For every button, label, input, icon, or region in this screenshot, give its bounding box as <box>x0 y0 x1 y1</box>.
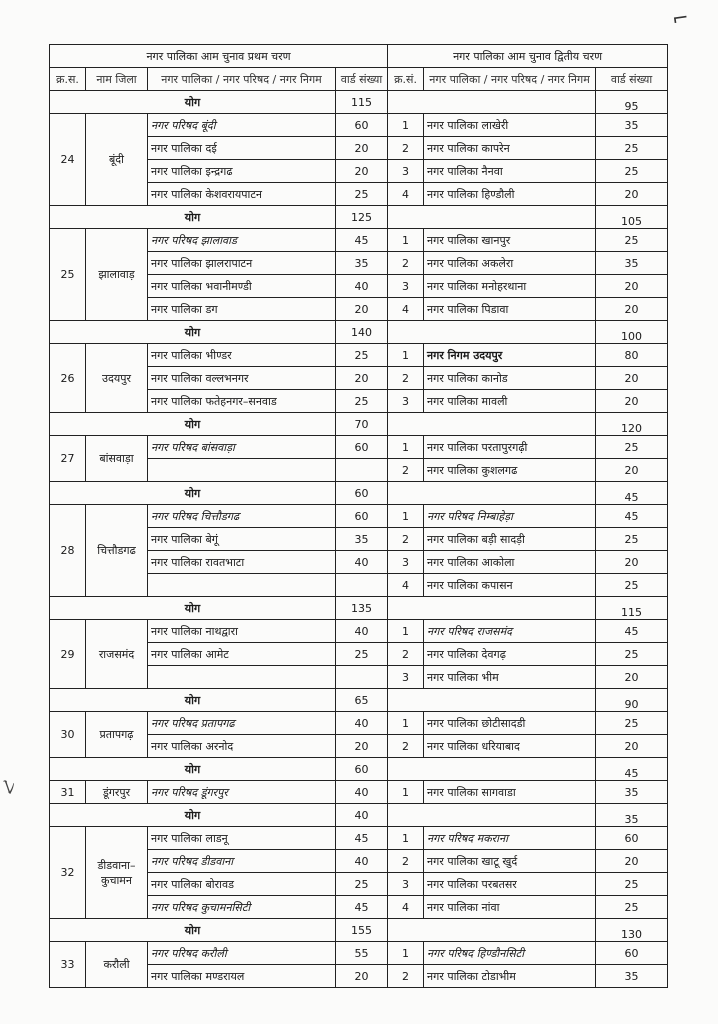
body-name-phase1: नगर पालिका झालरापाटन <box>148 252 336 275</box>
wards-phase2: 20 <box>596 666 668 689</box>
phase2-title: नगर पालिका आम चुनाव द्वितीय चरण <box>388 45 668 68</box>
body-name-phase1: नगर परिषद प्रतापगढ <box>148 712 336 735</box>
body-name-phase1: नगर परिषद बूंदी <box>148 114 336 137</box>
body-name-phase2: नगर पालिका छोटीसादडी <box>424 712 596 735</box>
body-name-phase2: नगर पालिका कपासन <box>424 574 596 597</box>
body-name-phase1: नगर पालिका मण्डरायल <box>148 965 336 988</box>
yog-label: योग <box>50 804 336 827</box>
body-name-phase1: नगर परिषद बांसवाड़ा <box>148 436 336 459</box>
sno-phase2: 3 <box>388 160 424 183</box>
wards-phase2: 35 <box>596 114 668 137</box>
yog-total-phase2: 115 <box>596 597 668 620</box>
yog-blank <box>388 689 596 712</box>
wards-phase2: 60 <box>596 827 668 850</box>
sno-phase2: 1 <box>388 436 424 459</box>
yog-row <box>50 597 668 620</box>
district-name: झालावाड़ <box>86 229 148 321</box>
wards-phase1: 40 <box>336 551 388 574</box>
wards-phase1: 20 <box>336 367 388 390</box>
wards-phase2: 25 <box>596 873 668 896</box>
col-wards-2: वार्ड संख्या <box>596 68 668 91</box>
sno-phase2: 2 <box>388 643 424 666</box>
yog-label: योग <box>50 758 336 781</box>
wards-phase2: 25 <box>596 137 668 160</box>
yog-blank <box>388 482 596 505</box>
sno-phase2: 1 <box>388 505 424 528</box>
sno-phase2: 1 <box>388 344 424 367</box>
body-name-phase2: नगर पालिका कापरेन <box>424 137 596 160</box>
wards-phase2: 45 <box>596 505 668 528</box>
body-name-phase1: नगर परिषद डीडवाना <box>148 850 336 873</box>
district-sno: 25 <box>50 229 86 321</box>
district-sno: 28 <box>50 505 86 597</box>
sno-phase2: 2 <box>388 965 424 988</box>
col-wards: वार्ड संख्या <box>336 68 388 91</box>
body-name-phase1 <box>148 666 336 689</box>
wards-phase2: 20 <box>596 183 668 206</box>
wards-phase2: 20 <box>596 459 668 482</box>
wards-phase1: 25 <box>336 344 388 367</box>
district-name: डीडवाना–कुचामन <box>86 827 148 919</box>
yog-total-phase1: 115 <box>336 91 388 114</box>
sno-phase2: 2 <box>388 850 424 873</box>
yog-row <box>50 91 668 114</box>
sno-phase2: 2 <box>388 252 424 275</box>
yog-total-phase2: 130 <box>596 919 668 942</box>
yog-total-phase2: 90 <box>596 689 668 712</box>
yog-total-phase2: 95 <box>596 91 668 114</box>
col-body: नगर पालिका / नगर परिषद / नगर निगम <box>148 68 336 91</box>
body-name-phase2: नगर पालिका मावली <box>424 390 596 413</box>
table-row <box>50 827 668 850</box>
wards-phase2: 20 <box>596 735 668 758</box>
body-name-phase1: नगर पालिका नाथद्वारा <box>148 620 336 643</box>
wards-phase1: 35 <box>336 252 388 275</box>
yog-row <box>50 758 668 781</box>
wards-phase1: 40 <box>336 712 388 735</box>
wards-phase1: 40 <box>336 781 388 804</box>
body-name-phase1: नगर परिषद कुचामनसिटी <box>148 896 336 919</box>
body-name-phase2: नगर पालिका पिडावा <box>424 298 596 321</box>
yog-label: योग <box>50 91 336 114</box>
body-name-phase2: नगर पालिका सागवाडा <box>424 781 596 804</box>
wards-phase2: 20 <box>596 275 668 298</box>
body-name-phase1: नगर पालिका इन्द्रगढ <box>148 160 336 183</box>
sno-phase2: 2 <box>388 367 424 390</box>
wards-phase2: 60 <box>596 942 668 965</box>
table-row <box>50 229 668 252</box>
yog-label: योग <box>50 919 336 942</box>
table-row <box>50 505 668 528</box>
district-name: बांसवाड़ा <box>86 436 148 482</box>
body-name-phase2: नगर परिषद निम्बाहेड़ा <box>424 505 596 528</box>
wards-phase1 <box>336 666 388 689</box>
yog-blank <box>388 758 596 781</box>
yog-row <box>50 919 668 942</box>
col-district: नाम जिला <box>86 68 148 91</box>
yog-total-phase1: 60 <box>336 482 388 505</box>
district-name: चित्तौडगढ <box>86 505 148 597</box>
yog-row <box>50 482 668 505</box>
district-name: डूंगरपुर <box>86 781 148 804</box>
body-name-phase2: नगर पालिका धरियाबाद <box>424 735 596 758</box>
yog-total-phase1: 65 <box>336 689 388 712</box>
body-name-phase2: नगर पालिका परतापुरगढ़ी <box>424 436 596 459</box>
wards-phase2: 25 <box>596 528 668 551</box>
wards-phase2: 25 <box>596 160 668 183</box>
wards-phase1: 20 <box>336 160 388 183</box>
yog-label: योग <box>50 689 336 712</box>
wards-phase1: 55 <box>336 942 388 965</box>
sno-phase2: 3 <box>388 275 424 298</box>
yog-total-phase1: 135 <box>336 597 388 620</box>
election-wards-table <box>49 44 668 988</box>
wards-phase2: 45 <box>596 620 668 643</box>
body-name-phase1 <box>148 574 336 597</box>
body-name-phase2: नगर पालिका भीम <box>424 666 596 689</box>
body-name-phase1: नगर पालिका आमेट <box>148 643 336 666</box>
sno-phase2: 2 <box>388 137 424 160</box>
wards-phase1: 45 <box>336 229 388 252</box>
wards-phase1: 45 <box>336 827 388 850</box>
wards-phase1: 20 <box>336 735 388 758</box>
body-name-phase1: नगर पालिका बोरावड <box>148 873 336 896</box>
wards-phase1: 25 <box>336 390 388 413</box>
body-name-phase2: नगर निगम उदयपुर <box>424 344 596 367</box>
sno-phase2: 3 <box>388 666 424 689</box>
table-row <box>50 712 668 735</box>
wards-phase1 <box>336 459 388 482</box>
wards-phase2: 20 <box>596 850 668 873</box>
body-name-phase2: नगर परिषद राजसमंद <box>424 620 596 643</box>
wards-phase2: 35 <box>596 252 668 275</box>
wards-phase1: 25 <box>336 873 388 896</box>
body-name-phase2: नगर परिषद हिण्डौनसिटी <box>424 942 596 965</box>
sno-phase2: 1 <box>388 781 424 804</box>
yog-row <box>50 206 668 229</box>
body-name-phase2: नगर पालिका हिण्डौली <box>424 183 596 206</box>
table-row <box>50 781 668 804</box>
body-name-phase2: नगर पालिका मनोहरथाना <box>424 275 596 298</box>
wards-phase1: 60 <box>336 436 388 459</box>
district-sno: 30 <box>50 712 86 758</box>
body-name-phase2: नगर पालिका बड़ी सादड़ी <box>424 528 596 551</box>
body-name-phase1: नगर पालिका केशवरायपाटन <box>148 183 336 206</box>
body-name-phase1: नगर पालिका भीण्डर <box>148 344 336 367</box>
wards-phase2: 25 <box>596 643 668 666</box>
wards-phase2: 25 <box>596 574 668 597</box>
body-name-phase2: नगर पालिका आकोला <box>424 551 596 574</box>
body-name-phase2: नगर पालिका देवगढ़ <box>424 643 596 666</box>
sno-phase2: 1 <box>388 114 424 137</box>
wards-phase1: 40 <box>336 275 388 298</box>
body-name-phase1: नगर पालिका डग <box>148 298 336 321</box>
body-name-phase1: नगर पालिका भवानीमण्डी <box>148 275 336 298</box>
body-name-phase2: नगर पालिका नैनवा <box>424 160 596 183</box>
yog-total-phase2: 105 <box>596 206 668 229</box>
wards-phase1: 20 <box>336 298 388 321</box>
col-body-2: नगर पालिका / नगर परिषद / नगर निगम <box>424 68 596 91</box>
body-name-phase1 <box>148 459 336 482</box>
sno-phase2: 1 <box>388 942 424 965</box>
yog-total-phase2: 45 <box>596 482 668 505</box>
wards-phase1: 25 <box>336 183 388 206</box>
wards-phase2: 20 <box>596 551 668 574</box>
yog-row <box>50 413 668 436</box>
wards-phase2: 35 <box>596 965 668 988</box>
wards-phase2: 20 <box>596 298 668 321</box>
wards-phase1: 20 <box>336 137 388 160</box>
sno-phase2: 3 <box>388 551 424 574</box>
district-sno: 26 <box>50 344 86 413</box>
body-name-phase1: नगर परिषद चित्तौडगढ <box>148 505 336 528</box>
table-row <box>50 620 668 643</box>
body-name-phase1: नगर पालिका फतेहनगर–सनवाड <box>148 390 336 413</box>
wards-phase2: 25 <box>596 896 668 919</box>
sno-phase2: 1 <box>388 827 424 850</box>
body-name-phase2: नगर पालिका लाखेरी <box>424 114 596 137</box>
wards-phase1: 40 <box>336 620 388 643</box>
yog-row <box>50 804 668 827</box>
yog-label: योग <box>50 597 336 620</box>
body-name-phase1: नगर परिषद झालावाड <box>148 229 336 252</box>
wards-phase2: 25 <box>596 436 668 459</box>
yog-blank <box>388 597 596 620</box>
yog-total-phase1: 70 <box>336 413 388 436</box>
body-name-phase2: नगर पालिका परबतसर <box>424 873 596 896</box>
district-name: राजसमंद <box>86 620 148 689</box>
body-name-phase2: नगर पालिका कानोड <box>424 367 596 390</box>
district-sno: 33 <box>50 942 86 988</box>
wards-phase2: 20 <box>596 390 668 413</box>
col-sno: क्र.स. <box>50 68 86 91</box>
district-name: उदयपुर <box>86 344 148 413</box>
yog-total-phase1: 140 <box>336 321 388 344</box>
table-row <box>50 942 668 965</box>
district-name: करौली <box>86 942 148 988</box>
yog-blank <box>388 413 596 436</box>
sno-phase2: 2 <box>388 459 424 482</box>
margin-pen-mark: ﾚ <box>0 773 20 802</box>
wards-phase1: 25 <box>336 643 388 666</box>
wards-phase1: 45 <box>336 896 388 919</box>
yog-blank <box>388 206 596 229</box>
sno-phase2: 3 <box>388 390 424 413</box>
table-row <box>50 436 668 459</box>
yog-blank <box>388 919 596 942</box>
wards-phase2: 80 <box>596 344 668 367</box>
wards-phase2: 25 <box>596 712 668 735</box>
wards-phase1 <box>336 574 388 597</box>
sno-phase2: 2 <box>388 528 424 551</box>
body-name-phase2: नगर पालिका खाटू खुर्द <box>424 850 596 873</box>
district-sno: 31 <box>50 781 86 804</box>
district-name: बूंदी <box>86 114 148 206</box>
yog-total-phase2: 35 <box>596 804 668 827</box>
yog-row <box>50 321 668 344</box>
col-sno-2: क्र.सं. <box>388 68 424 91</box>
sno-phase2: 1 <box>388 229 424 252</box>
district-sno: 29 <box>50 620 86 689</box>
sno-phase2: 4 <box>388 896 424 919</box>
yog-total-phase2: 100 <box>596 321 668 344</box>
yog-total-phase2: 120 <box>596 413 668 436</box>
body-name-phase1: नगर पालिका लाडनू <box>148 827 336 850</box>
phase1-title: नगर पालिका आम चुनाव प्रथम चरण <box>50 45 388 68</box>
yog-label: योग <box>50 413 336 436</box>
yog-total-phase1: 60 <box>336 758 388 781</box>
body-name-phase1: नगर पालिका बेगूं <box>148 528 336 551</box>
body-name-phase1: नगर परिषद डूंगरपुर <box>148 781 336 804</box>
body-name-phase2: नगर पालिका अकलेरा <box>424 252 596 275</box>
body-name-phase2: नगर पालिका नांवा <box>424 896 596 919</box>
wards-phase2: 20 <box>596 367 668 390</box>
body-name-phase1: नगर पालिका रावतभाटा <box>148 551 336 574</box>
yog-total-phase2: 45 <box>596 758 668 781</box>
table-row <box>50 114 668 137</box>
sno-phase2: 3 <box>388 873 424 896</box>
district-name: प्रतापगढ़ <box>86 712 148 758</box>
yog-label: योग <box>50 482 336 505</box>
district-sno: 32 <box>50 827 86 919</box>
body-name-phase1: नगर पालिका दई <box>148 137 336 160</box>
sno-phase2: 4 <box>388 298 424 321</box>
yog-total-phase1: 125 <box>336 206 388 229</box>
body-name-phase1: नगर परिषद करौली <box>148 942 336 965</box>
sno-phase2: 1 <box>388 712 424 735</box>
district-sno: 27 <box>50 436 86 482</box>
wards-phase1: 40 <box>336 850 388 873</box>
body-name-phase2: नगर पालिका कुशलगढ <box>424 459 596 482</box>
yog-row <box>50 689 668 712</box>
sno-phase2: 2 <box>388 735 424 758</box>
body-name-phase1: नगर पालिका अरनोद <box>148 735 336 758</box>
yog-label: योग <box>50 206 336 229</box>
body-name-phase2: नगर पालिका टोडाभीम <box>424 965 596 988</box>
sno-phase2: 1 <box>388 620 424 643</box>
wards-phase1: 60 <box>336 114 388 137</box>
wards-phase2: 25 <box>596 229 668 252</box>
table-row <box>50 344 668 367</box>
wards-phase2: 35 <box>596 781 668 804</box>
body-name-phase2: नगर पालिका खानपुर <box>424 229 596 252</box>
district-sno: 24 <box>50 114 86 206</box>
yog-total-phase1: 155 <box>336 919 388 942</box>
yog-total-phase1: 40 <box>336 804 388 827</box>
wards-phase1: 35 <box>336 528 388 551</box>
body-name-phase2: नगर परिषद मकराना <box>424 827 596 850</box>
wards-phase1: 20 <box>336 965 388 988</box>
yog-blank <box>388 804 596 827</box>
corner-pen-mark: ⌐ <box>670 4 691 32</box>
yog-blank <box>388 321 596 344</box>
yog-blank <box>388 91 596 114</box>
sno-phase2: 4 <box>388 183 424 206</box>
yog-label: योग <box>50 321 336 344</box>
wards-phase1: 60 <box>336 505 388 528</box>
body-name-phase1: नगर पालिका वल्लभनगर <box>148 367 336 390</box>
sno-phase2: 4 <box>388 574 424 597</box>
